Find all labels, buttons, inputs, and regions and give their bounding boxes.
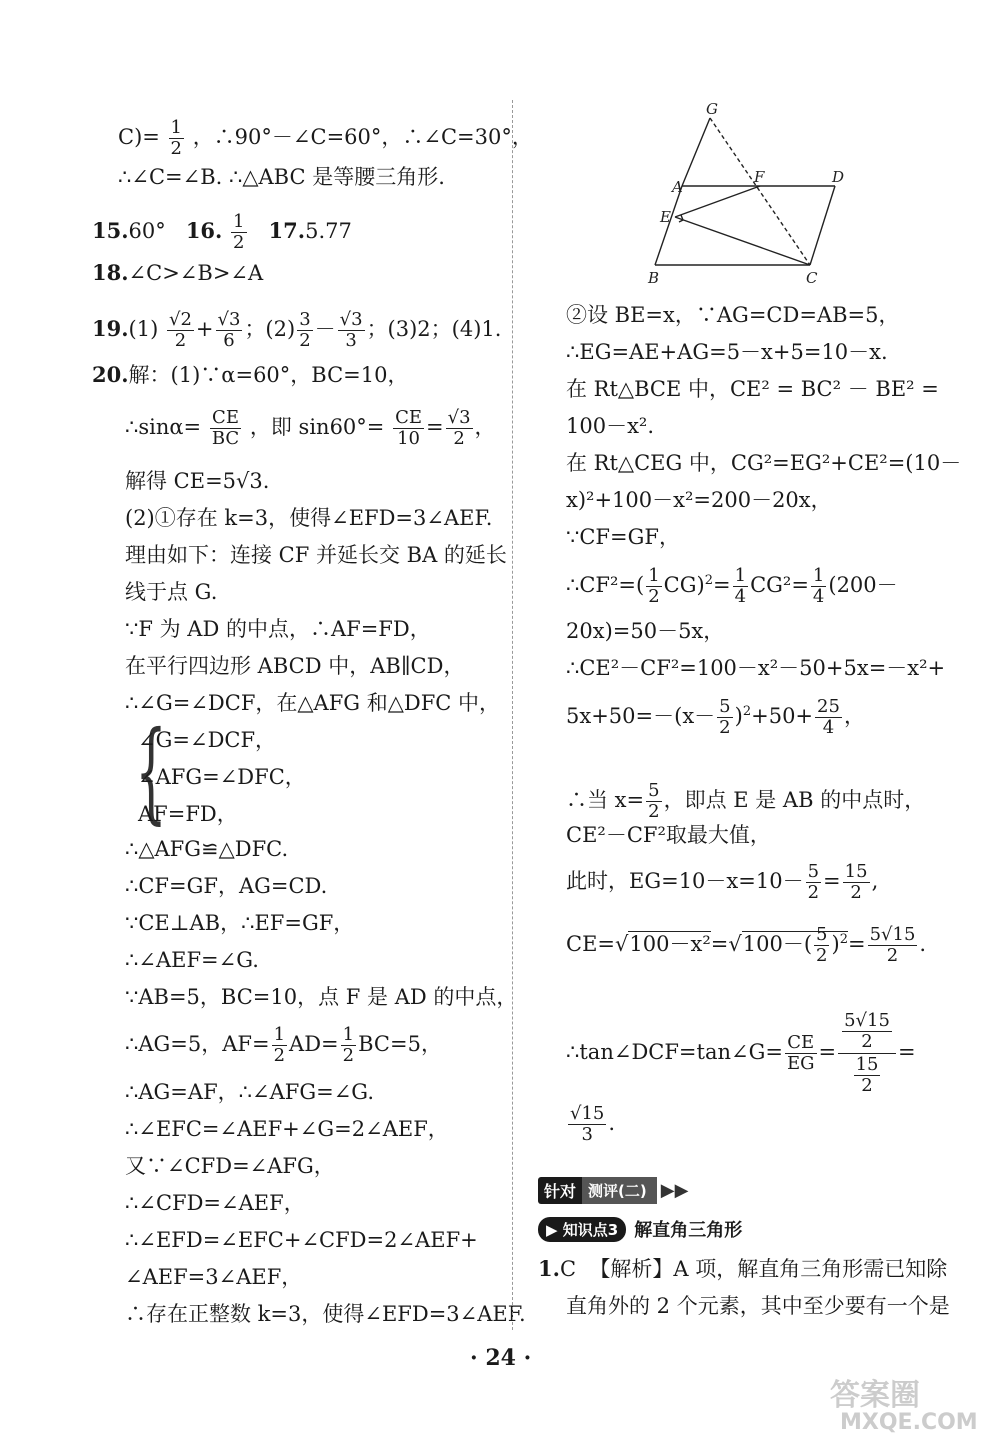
text-line: ∵CF=GF， (566, 525, 680, 549)
play-icon: ▶ (546, 1220, 558, 1239)
fraction: $\frac{15}{2}$ (855, 1054, 879, 1096)
text-line: 20x)=50－5x， (566, 619, 725, 643)
ag-line: ∴AG=5，AF= $\frac{1}{2}$ AD= $\frac{1}{2}$ BC=5， (125, 1024, 442, 1066)
fraction: $\frac{√15}{3}$ (570, 1103, 605, 1145)
fraction: $\frac{√3}{2}$ (447, 407, 471, 449)
answer-1: 1.C 【解析】A 项，解直角三角形需已知除 (538, 1256, 948, 1281)
text-line: ∴∠CFD=∠AEF， (125, 1191, 305, 1215)
fraction: $\frac{5}{2}$ (719, 696, 731, 738)
text-line: CE²－CF²取最大值， (566, 823, 771, 847)
text-line: ②设 BE=x，∵AG=CD=AB=5， (566, 303, 900, 327)
text-line: ∵AB=5，BC=10，点 F 是 AD 的中点， (125, 985, 518, 1009)
compound-fraction (838, 1010, 896, 1097)
text-line: x)²+100－x²=200－20x， (566, 488, 832, 512)
cf-square-line: ∴CF²=( $\frac{1}{2}$ CG)$^2$= $\frac{1}{4}$ CG²= $\frac{1}{4}$ (200－ (566, 565, 898, 607)
fraction: $\frac{25}{4}$ (817, 696, 840, 738)
text-line: ∴EG=AE+AG=5－x+5=10－x. (566, 340, 888, 364)
fraction: $\frac{5√15}{2}$ (844, 1010, 890, 1052)
geometry-figure (630, 100, 870, 300)
sin-line: ∴sinα= $\frac{CE}{BC}$ ，即 sin60°= $\frac{CE}{10}$ = $\frac{√3}{2}$ ， (125, 407, 496, 449)
text-line: ∴存在正整数 k=3，使得∠EFD=3∠AEF. (125, 1302, 526, 1326)
watermark-logo: 答案圈 (830, 1378, 920, 1413)
system-line: ∠G=∠DCF， (138, 728, 277, 752)
kp-badge: ▶ 知识点3 (538, 1217, 626, 1242)
knowledge-point-heading (538, 1216, 742, 1242)
line-gc-dashed (710, 118, 810, 265)
fraction: $\frac{5}{2}$ (816, 924, 828, 966)
label-g: G (706, 100, 718, 118)
page-number: · 24 · (470, 1345, 532, 1371)
line-ec (675, 217, 810, 265)
fraction: $\frac{1}{2}$ (273, 1024, 286, 1066)
line-2: ∴∠C=∠B. ∴△ABC 是等腰三角形. (118, 165, 445, 189)
fraction: $\frac{1}{2}$ (648, 565, 660, 607)
text-line: 理由如下：连接 CF 并延长交 BA 的延长 (125, 543, 507, 567)
text-line: (2)①存在 k=3，使得∠EFD=3∠AEF. (125, 506, 493, 530)
text-line: ∴∠AEF=∠G. (125, 948, 259, 972)
badge-main: 针对 (538, 1177, 582, 1204)
label-d: D (832, 168, 845, 186)
eg-line: 此时，EG=10－x=10－ $\frac{5}{2}$ = $\frac{15}{2}$ , (566, 861, 879, 903)
text-line: 100－x². (566, 414, 655, 438)
text-line: ∴△AFG≌△DFC. (125, 837, 289, 861)
result-line: $\frac{√15}{3}$ . (570, 1103, 616, 1145)
text-line: 直角外的 2 个元素，其中至少要有一个是 (566, 1294, 950, 1318)
text-line: ∵F 为 AD 的中点，∴AF=FD， (125, 617, 431, 641)
fraction: $\frac{1}{4}$ (812, 565, 825, 607)
fraction: $\frac{CE}{BC}$ (211, 407, 240, 449)
left-brace: { (135, 707, 167, 835)
label-f: F (754, 168, 765, 186)
text-line: 线于点 G. (125, 580, 218, 604)
tan-line: ∴tan∠DCF=tan∠G= $\frac{CE}{EG}$ = $\frac{\frac{5√15}{2}}{\frac{15}{2}}$ = (566, 1010, 916, 1096)
watermark-url: MXQE.COM (840, 1410, 978, 1435)
label-a: A (672, 178, 683, 196)
text-line: ∴AG=AF，∴∠AFG=∠G. (125, 1080, 374, 1104)
fraction: $\frac{5√15}{2}$ (869, 924, 916, 966)
answer-19: 19.(1) $\frac{√2}{2}$ + $\frac{√3}{6}$ ；(2) $\frac{3}{2}$ － $\frac{√3}{3}$ ；(3)2；(4)1. (92, 309, 502, 351)
fraction: $\frac{CE}{EG}$ (786, 1032, 815, 1074)
line-1: C)= $\frac{1}{2}$ ，∴90°－∠C=60°，∴∠C=30°， (118, 117, 533, 159)
label-e: E (660, 208, 671, 226)
text-line: 在 Rt△CEG 中，CG²=EG²+CE²=(10－ (566, 451, 962, 475)
text-line: ∴CE²－CF²=100－x²－50+5x=－x²+ (566, 656, 946, 680)
fraction: $\frac{3}{2}$ (299, 309, 311, 351)
fraction: $\frac{5}{2}$ (807, 861, 820, 903)
text-line: 又∵∠CFD=∠AFG， (125, 1154, 335, 1178)
column-divider (512, 100, 513, 1330)
fraction: $\frac{1}{2}$ (342, 1024, 355, 1066)
text-line: 解得 CE=5√3. (125, 469, 270, 493)
arrow-icon: ▶▶ (660, 1179, 689, 1201)
fraction: $\frac{CE}{10}$ (395, 407, 422, 449)
fraction: $\frac{√3}{3}$ (339, 309, 363, 351)
fraction: $\frac{√2}{2}$ (168, 309, 192, 351)
kp-title: 解直角三角形 (634, 1220, 743, 1241)
badge-sub: 测评(二) (582, 1177, 657, 1204)
fraction: $\frac{15}{2}$ (844, 861, 868, 903)
section-badge (538, 1177, 688, 1203)
fraction: $\frac{1}{2}$ (170, 117, 182, 159)
text-line: ∴∠EFD=∠EFC+∠CFD=2∠AEF+ (125, 1228, 478, 1252)
text-line: ∴CF=GF，AG=CD. (125, 874, 328, 898)
label-c: C (806, 269, 818, 287)
when-line: ∴当 x= $\frac{5}{2}$ ，即点 E 是 AB 的中点时， (566, 780, 926, 822)
fraction: $\frac{√3}{6}$ (217, 309, 241, 351)
line-ga (682, 118, 710, 186)
line-ef (675, 186, 760, 217)
answer-20-head: 20.解：(1)∵α=60°，BC=10， (92, 362, 409, 387)
answer-18: 18.∠C>∠B>∠A (92, 260, 264, 285)
fraction: $\frac{1}{2}$ (233, 211, 245, 253)
text-line: ∵CE⊥AB，∴EF=GF， (125, 911, 355, 935)
text-line: 在平行四边形 ABCD 中，AB∥CD， (125, 654, 465, 678)
line-dc (810, 186, 835, 265)
fraction: $\frac{5}{2}$ (648, 780, 660, 822)
answers-15-17: 15.60° 16. $\frac{1}{2}$ 17.5.77 (92, 211, 352, 253)
system-line: AF=FD， (138, 802, 238, 826)
text-line: ∠AEF=3∠AEF， (125, 1265, 303, 1289)
fraction: $\frac{1}{4}$ (734, 565, 747, 607)
system-line: ∠AFG=∠DFC， (138, 765, 306, 789)
text-line: 在 Rt△BCE 中，CE² = BC² － BE² = (566, 377, 939, 401)
text-line: ∴∠EFC=∠AEF+∠G=2∠AEF， (125, 1117, 449, 1141)
vertex-line: 5x+50=－(x－ $\frac{5}{2}$ )$^2$+50+ $\frac{25}{4}$ ， (566, 696, 865, 738)
ce-line: CE=√100－x²=√100－( $\frac{5}{2}$ )$^2$= $\frac{5√15}{2}$ . (566, 924, 927, 966)
label-b: B (648, 269, 660, 287)
text-line: ∴∠G=∠DCF，在△AFG 和△DFC 中， (125, 691, 501, 715)
